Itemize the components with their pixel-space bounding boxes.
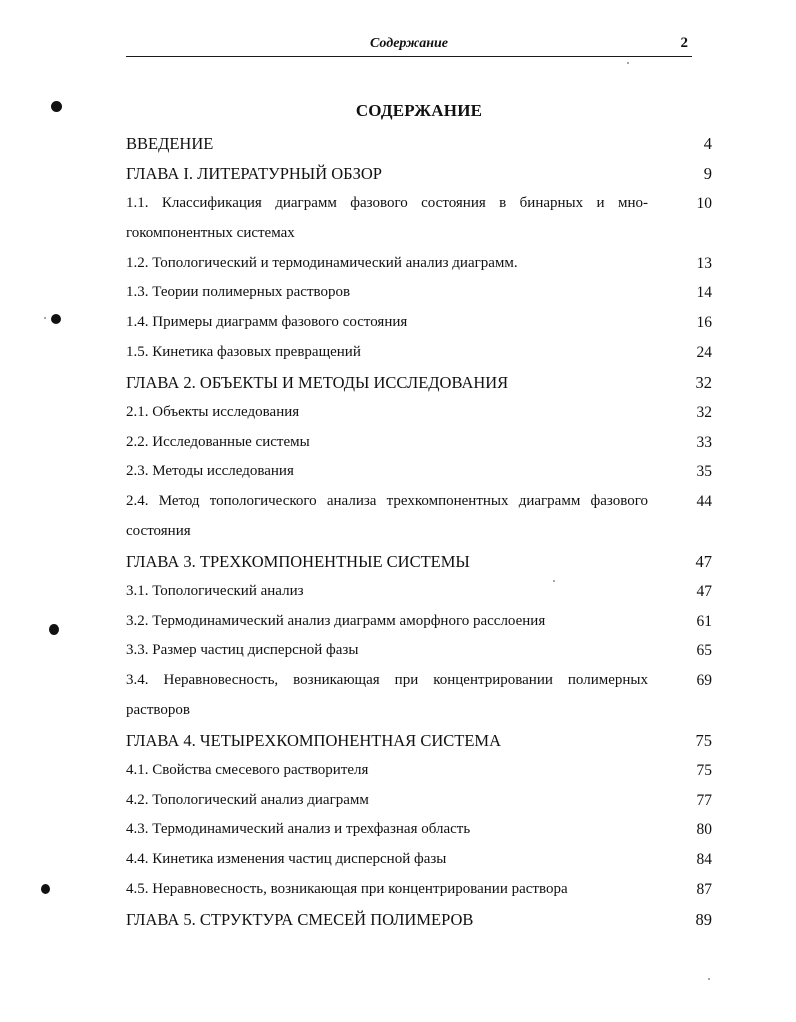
toc-entry-page: 44	[696, 493, 712, 511]
binding-hole-mark	[41, 884, 50, 894]
toc-entry-page: 47	[695, 551, 712, 571]
toc-entry-title: ГЛАВА I. ЛИТЕРАТУРНЫЙ ОБЗОР	[126, 164, 382, 183]
toc-entry-chapter	[126, 368, 712, 398]
toc-entry-page: 77	[696, 791, 712, 809]
toc-entry-section	[126, 487, 712, 547]
toc-entry-title: 2.4. Метод топологического анализа трехкомпонентных диаграмм фазового состояния	[126, 493, 648, 539]
binding-hole-mark	[51, 101, 62, 112]
toc-entry-page: 87	[696, 880, 712, 898]
toc-entry-section	[126, 666, 712, 726]
toc-entry-title: 4.2. Топологический анализ диаграмм	[126, 791, 369, 808]
toc-entry-page: 47	[696, 582, 712, 600]
running-title: Содержание	[370, 36, 448, 51]
toc-entry-section	[126, 338, 712, 368]
toc-entry-title: 4.1. Свойства смесевого растворителя	[126, 761, 369, 778]
toc-entry-page: 10	[696, 195, 712, 212]
toc-entry-section	[126, 636, 712, 666]
toc-entry-title: 2.3. Методы исследования	[126, 463, 294, 480]
toc-entry-title: ГЛАВА 3. ТРЕХКОМПОНЕНТНЫЕ СИСТЕМЫ	[126, 551, 470, 571]
toc-entry-section	[126, 249, 712, 279]
toc-entry-section	[126, 845, 712, 875]
toc-entry-section	[126, 308, 712, 338]
toc-entry-title: 1.4. Примеры диаграмм фазового состояния	[126, 314, 408, 331]
toc-entry-title: ГЛАВА 5. СТРУКТУРА СМЕСЕЙ ПОЛИМЕРОВ	[126, 909, 474, 929]
toc-entry-title: 1.1. Классификация диаграмм фазового состояния в бинарных и многокомпонентных системах	[126, 195, 648, 241]
toc-entry-title: 3.3. Размер частиц дисперсной фазы	[126, 642, 359, 659]
toc-entry-section	[126, 786, 712, 816]
toc-entry-page: 14	[696, 284, 712, 302]
toc-entry-title: 1.5. Кинетика фазовых превращений	[126, 343, 361, 360]
toc-entry-title: 3.2. Термодинамический анализ диаграмм аморфного расслоения	[126, 612, 546, 629]
toc-entry-page: 75	[696, 761, 712, 779]
toc-entry-title: 2.2. Исследованные системы	[126, 433, 310, 450]
toc-entry-page: 75	[695, 730, 712, 750]
toc-entry-title: 2.1. Объекты исследования	[126, 403, 300, 420]
toc-entry-title: 4.4. Кинетика изменения частиц дисперсной фазы	[126, 851, 447, 868]
toc-title: СОДЕРЖАНИЕ	[355, 101, 483, 120]
toc-entry-page: 16	[696, 314, 712, 332]
toc-entry-chapter	[126, 905, 712, 935]
toc-entry-title: 1.2. Топологический и термодинамический анализ диаграмм.	[126, 254, 518, 271]
toc-entry-section	[126, 607, 712, 637]
toc-entry-section	[126, 457, 712, 487]
toc-entry-title: 3.1. Топологический анализ	[126, 582, 304, 599]
toc-entry-page: 69	[696, 672, 712, 690]
toc-entry-section	[126, 189, 712, 249]
scan-speck	[553, 580, 555, 582]
toc-entry-section	[126, 756, 712, 786]
toc-entry-title: ГЛАВА 2. ОБЪЕКТЫ И МЕТОДЫ ИССЛЕДОВАНИЯ	[126, 372, 509, 392]
binding-hole-mark	[49, 624, 59, 635]
page-number: 2	[680, 35, 688, 51]
toc-entry-title: 4.5. Неравновесность, возникающая при концентрировании раствора	[126, 880, 568, 897]
toc-entry-title: 4.3. Термодинамический анализ и трехфазная область	[126, 821, 471, 838]
toc-entry-title: ВВЕДЕНИЕ	[126, 134, 214, 153]
toc-entry-page: 35	[696, 463, 712, 481]
toc-entry-page: 80	[696, 821, 712, 839]
toc-entry-page: 61	[696, 612, 712, 630]
toc-entry-title: ГЛАВА 4. ЧЕТЫРЕХКОМПОНЕНТНАЯ СИСТЕМА	[126, 730, 501, 750]
toc-entry-chapter	[126, 159, 712, 189]
toc-entry-page: 33	[696, 433, 712, 451]
toc-entry-page: 13	[696, 254, 712, 272]
toc-entry-page: 65	[696, 642, 712, 660]
toc-entry-page: 24	[696, 343, 712, 361]
toc-entry-page: 89	[695, 909, 712, 929]
scan-speck	[708, 978, 710, 980]
toc-entry-page: 9	[703, 164, 712, 183]
toc-entry-section	[126, 278, 712, 308]
toc-entry-chapter	[126, 726, 712, 756]
toc-entry-section	[126, 815, 712, 845]
toc-entry-section	[126, 875, 712, 905]
toc-entry-chapter	[126, 547, 712, 577]
toc-entry-page: 32	[696, 403, 712, 421]
scan-speck	[44, 317, 46, 319]
toc-entry-title: 3.4. Неравновесность, возникающая при концентрировании полимерных растворов	[126, 672, 648, 718]
toc-entry-title: 1.3. Теории полимерных растворов	[126, 284, 351, 301]
toc-entry-section	[126, 577, 712, 607]
running-header	[126, 34, 692, 57]
binding-hole-mark	[51, 314, 61, 324]
table-of-contents	[126, 129, 712, 935]
toc-entry-section	[126, 428, 712, 458]
scan-speck	[627, 62, 629, 64]
toc-entry-page: 4	[703, 134, 712, 153]
toc-entry-section	[126, 398, 712, 428]
toc-entry-page: 32	[695, 372, 712, 392]
toc-entry-page: 84	[696, 851, 712, 869]
toc-entry-chapter	[126, 129, 712, 159]
